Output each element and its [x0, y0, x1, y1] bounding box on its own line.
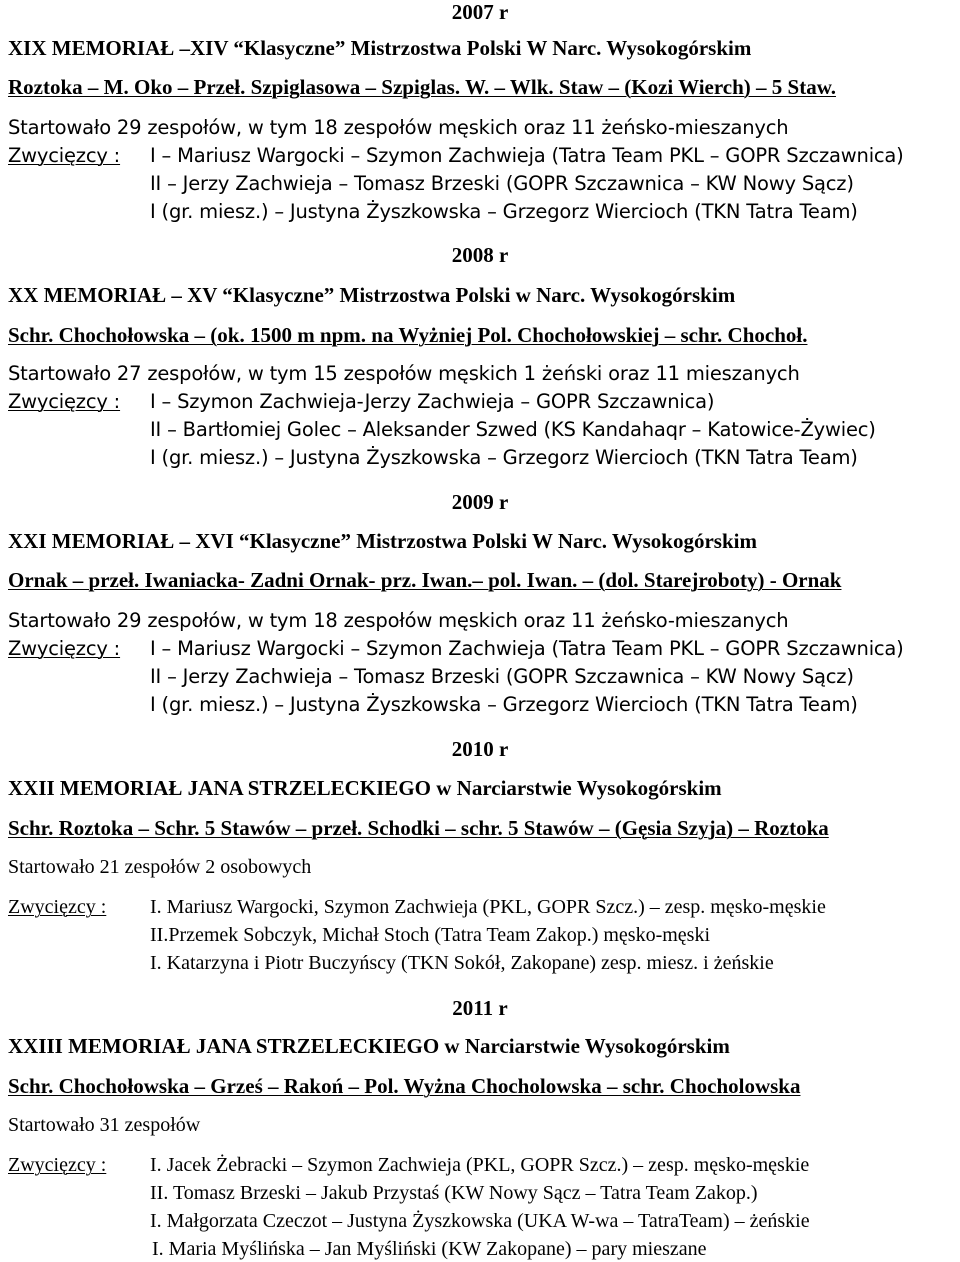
year-heading-2011: 2011 r: [452, 996, 508, 1020]
memorial-title-2009: XXI MEMORIAŁ – XVI “Klasyczne” Mistrzostwa Polski W Narc. Wysokogórskim: [8, 529, 757, 553]
route-2007: Roztoka – M. Oko – Przeł. Szpiglasowa – Szpiglas. W. – Wlk. Staw – (Kozi Wierch) – 5 Staw.: [8, 75, 836, 99]
route-2008: Schr. Chochołowska – (ok. 1500 m npm. na Wyżniej Pol. Chochołowskiej – schr. Chochoł.: [8, 323, 808, 347]
year-heading-2009: 2009 r: [451, 490, 509, 514]
year-heading-2010: 2010 r: [451, 737, 509, 761]
memorial-title-2010: XXII MEMORIAŁ JANA STRZELECKIEGO w Narciarstwie Wysokogórskim: [8, 776, 722, 800]
winner-2007-1: I – Mariusz Wargocki – Szymon Zachwieja (Tatra Team PKL – GOPR Szczawnica): [150, 144, 904, 167]
winner-2009-3: I (gr. miesz.) – Justyna Żyszkowska – Grzegorz Wiercioch (TKN Tatra Team): [150, 693, 858, 716]
route-2011: Schr. Chochołowska – Grześ – Rakoń – Pol. Wyżna Chocholowska – schr. Chocholowska: [8, 1074, 801, 1098]
winner-2011-4: I. Maria Myślińska – Jan Myśliński (KW Zakopane) – pary mieszane: [152, 1238, 707, 1260]
winner-2010-1: I. Mariusz Wargocki, Szymon Zachwieja (PKL, GOPR Szcz.) – zesp. męsko-męskie: [150, 896, 826, 918]
winner-2008-1: I – Szymon Zachwieja-Jerzy Zachwieja – GOPR Szczawnica): [150, 390, 715, 413]
winners-label-2009: Zwycięzcy :: [8, 637, 121, 660]
participants-2010: Startowało 21 zespołów 2 osobowych: [8, 856, 312, 878]
winners-label-2007: Zwycięzcy :: [8, 144, 121, 167]
participants-2011: Startowało 31 zespołów: [8, 1114, 201, 1136]
participants-2008: Startowało 27 zespołów, w tym 15 zespołów męskich 1 żeński oraz 11 mieszanych: [8, 362, 800, 385]
route-2010: Schr. Roztoka – Schr. 5 Stawów – przeł. Schodki – schr. 5 Stawów – (Gęsia Szyja) – Roztoka: [8, 816, 829, 840]
memorial-title-2011: XXIII MEMORIAŁ JANA STRZELECKIEGO w Narciarstwie Wysokogórskim: [8, 1034, 730, 1058]
winner-2010-3: I. Katarzyna i Piotr Buczyńscy (TKN Sokół, Zakopane) zesp. miesz. i żeńskie: [150, 952, 774, 974]
winner-2010-2: II.Przemek Sobczyk, Michał Stoch (Tatra Team Zakop.) męsko-męski: [150, 924, 710, 946]
winner-2011-2: II. Tomasz Brzeski – Jakub Przystaś (KW Nowy Sącz – Tatra Team Zakop.): [150, 1182, 758, 1204]
winner-2011-3: I. Małgorzata Czeczot – Justyna Żyszkowska (UKA W-wa – TatraTeam) – żeńskie: [150, 1210, 810, 1232]
winner-2009-2: II – Jerzy Zachwieja – Tomasz Brzeski (GOPR Szczawnica – KW Nowy Sącz): [150, 665, 854, 688]
winner-2009-1: I – Mariusz Wargocki – Szymon Zachwieja (Tatra Team PKL – GOPR Szczawnica): [150, 637, 904, 660]
participants-2007: Startowało 29 zespołów, w tym 18 zespołów męskich oraz 11 żeńsko-mieszanych: [8, 116, 789, 139]
year-heading-2007: 2007 r: [451, 0, 509, 24]
winner-2011-1: I. Jacek Żebracki – Szymon Zachwieja (PKL, GOPR Szcz.) – zesp. męsko-męskie: [150, 1154, 810, 1176]
route-2009: Ornak – przeł. Iwaniacka- Zadni Ornak- prz. Iwan.– pol. Iwan. – (dol. Starejroboty) - Ornak: [8, 568, 842, 592]
year-heading-2008: 2008 r: [451, 243, 509, 267]
winners-label-2008: Zwycięzcy :: [8, 390, 121, 413]
participants-2009: Startowało 29 zespołów, w tym 18 zespołów męskich oraz 11 żeńsko-mieszanych: [8, 609, 789, 632]
winner-2008-3: I (gr. miesz.) – Justyna Żyszkowska – Grzegorz Wiercioch (TKN Tatra Team): [150, 446, 858, 469]
winner-2007-2: II – Jerzy Zachwieja – Tomasz Brzeski (GOPR Szczawnica – KW Nowy Sącz): [150, 172, 854, 195]
winners-label-2010: Zwycięzcy :: [8, 896, 107, 918]
winner-2007-3: I (gr. miesz.) – Justyna Żyszkowska – Grzegorz Wiercioch (TKN Tatra Team): [150, 200, 858, 223]
memorial-title-2008: XX MEMORIAŁ – XV “Klasyczne” Mistrzostwa Polski w Narc. Wysokogórskim: [8, 283, 736, 307]
winners-label-2011: Zwycięzcy :: [8, 1154, 107, 1176]
memorial-title-2007: XIX MEMORIAŁ –XIV “Klasyczne” Mistrzostwa Polski W Narc. Wysokogórskim: [8, 36, 752, 60]
winner-2008-2: II – Bartłomiej Golec – Aleksander Szwed (KS Kandahaqr – Katowice-Żywiec): [150, 418, 876, 441]
